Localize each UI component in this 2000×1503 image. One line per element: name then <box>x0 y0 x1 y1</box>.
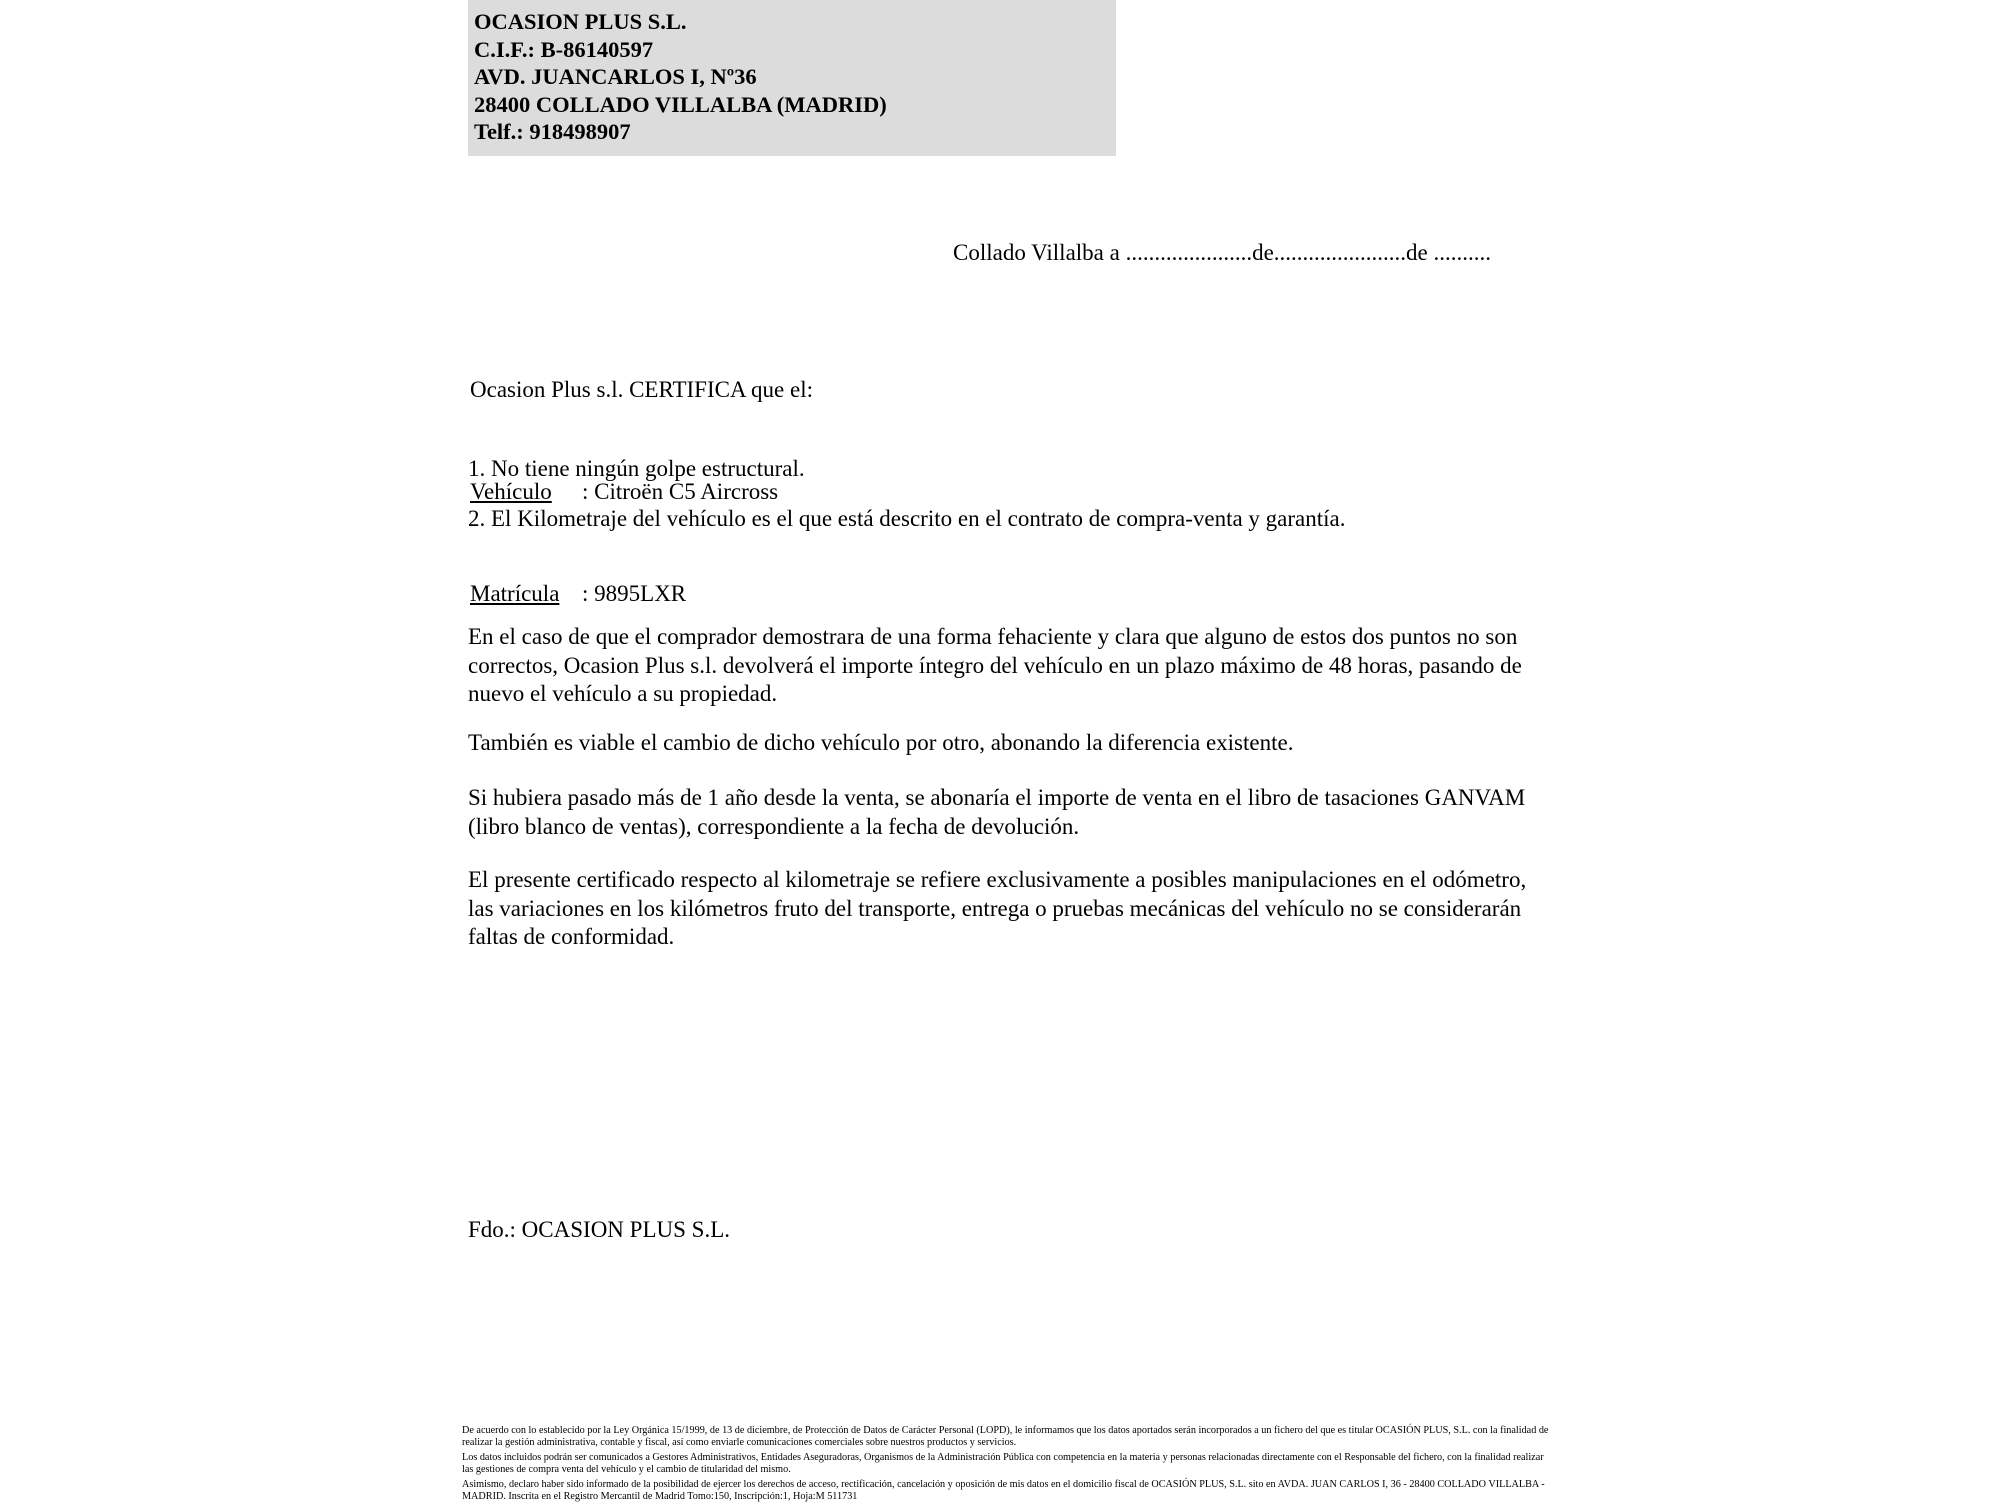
letterhead-cif: C.I.F.: B-86140597 <box>474 36 654 62</box>
plate-label: Matrícula <box>470 581 560 606</box>
letterhead-address: AVD. JUANCARLOS I, Nº36 <box>474 64 757 89</box>
plate-row <box>470 577 813 611</box>
date-line: Collado Villalba a ......................de.......................de .......... <box>953 240 1491 265</box>
paragraph-exchange-option: También es viable el cambio de dicho vehículo por otro, abonando la diferencia existente. <box>468 730 1294 755</box>
letterhead-city: 28400 COLLADO VILLALBA (MADRID) <box>474 91 887 117</box>
legal-paragraph-3: Asimismo, declaro haber sido informado de la posibilidad de ejercer los derechos de acceso, rectificación, cancelación y oposición de mis datos en el domicilio fiscal de OCASIÓN PLUS, S.L. sito en AVDA. JUAN CARLOS I, 36 - 28400 COLLADO VILLALBA - MADRID. Inscrita en el Registro Mercantil de Madrid Tomo:150, Inscripción:1, Hoja:M 511731 <box>462 1479 1545 1502</box>
point-1: 1. No tiene ningún golpe estructural. <box>468 456 805 481</box>
paragraph-ganvam-valuation: Si hubiera pasado más de 1 año desde la venta, se abonaría el importe de venta en el libro de tasaciones GANVAM (libro blanco de ventas), correspondiente a la fecha de devolución. <box>468 785 1526 839</box>
paragraph-odometer-scope: El presente certificado respecto al kilometraje se refiere exclusivamente a posibles manipulaciones en el odómetro, las variaciones en los kilómetros fruto del transporte, entrega o pruebas mecánicas del vehículo no se considerarán faltas de conformidad. <box>468 867 1527 949</box>
legal-paragraph-1: De acuerdo con lo establecido por la Ley Orgánica 15/1999, de 13 de diciembre, de Protección de Datos de Carácter Personal (LOPD), le informamos que los datos aportados serán incorporados a un fichero del que es titular OCASIÓN PLUS, S.L. con la finalidad de realizar la gestión administrativa, contable y fiscal, así como enviarle comunicaciones comerciales sobre nuestros productos y servicios. <box>462 1425 1549 1448</box>
vehicle-value: : Citroën C5 Aircross <box>582 479 779 504</box>
signature-line: Fdo.: OCASION PLUS S.L. <box>468 1217 730 1242</box>
vehicle-label: Vehículo <box>470 479 552 504</box>
legal-footer <box>462 1425 1552 1503</box>
point-2: 2. El Kilometraje del vehículo es el que está descrito en el contrato de compra-venta y garantía. <box>468 506 1346 531</box>
plate-value: : 9895LXR <box>582 581 687 606</box>
letterhead-phone: Telf.: 918498907 <box>474 119 631 144</box>
letterhead-company-name: OCASION PLUS S.L. <box>474 9 687 34</box>
letterhead-block <box>468 0 1116 156</box>
paragraph-refund-terms: En el caso de que el comprador demostrara de una forma fehaciente y clara que alguno de estos dos puntos no son correctos, Ocasion Plus s.l. devolverá el importe íntegro del vehículo en un plazo máximo de 48 horas, pasando de nuevo el vehículo a su propiedad. <box>468 624 1522 706</box>
legal-paragraph-2: Los datos incluidos podrán ser comunicados a Gestores Administrativos, Entidades Aseguradoras, Organismos de la Administración Pública con competencia en la materia y personas relacionadas directamente con el Responsable del fichero, con la finalidad realizar las gestiones de compra venta del vehículo y el cambio de titularidad del mismo. <box>462 1452 1544 1475</box>
certify-intro: Ocasion Plus s.l. CERTIFICA que el: <box>470 377 813 402</box>
